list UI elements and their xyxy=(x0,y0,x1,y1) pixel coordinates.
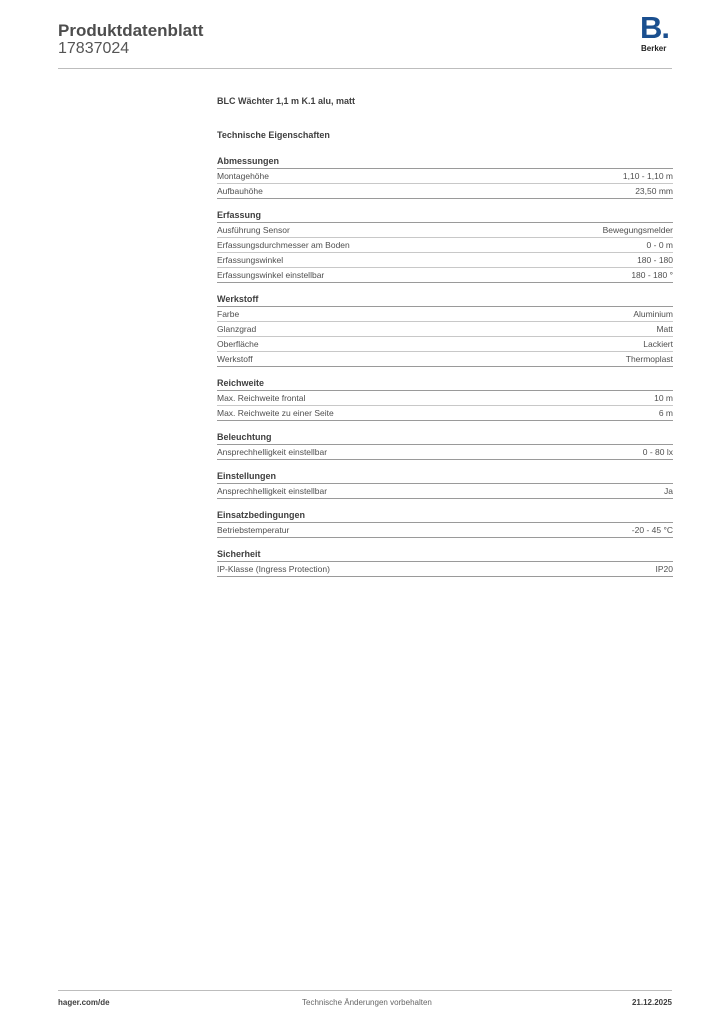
spec-row xyxy=(217,253,673,268)
section-title: Einsatzbedingungen xyxy=(217,508,673,523)
spec-label: Erfassungswinkel einstellbar xyxy=(217,270,325,280)
header-divider xyxy=(58,68,672,69)
section-title: Werkstoff xyxy=(217,292,673,307)
specs-table xyxy=(217,154,673,586)
spec-row xyxy=(217,484,673,499)
spec-value: 180 - 180 xyxy=(637,255,673,265)
footer-divider xyxy=(58,990,672,991)
spec-value: Ja xyxy=(664,486,673,496)
spec-value: 1,10 - 1,10 m xyxy=(622,171,673,181)
spec-value: -20 - 45 °C xyxy=(631,525,673,535)
spec-label: Glanzgrad xyxy=(217,324,257,334)
spec-row xyxy=(217,562,673,577)
spec-value: Matt xyxy=(656,324,673,334)
spec-label: Werkstoff xyxy=(217,354,253,364)
spec-section xyxy=(217,208,673,283)
logo-word: Berker xyxy=(641,44,667,53)
spec-section xyxy=(217,430,673,460)
spec-label: Erfassungsdurchmesser am Boden xyxy=(217,240,350,250)
spec-label: Ausführung Sensor xyxy=(217,225,290,235)
spec-label: Ansprechhelligkeit einstellbar xyxy=(217,486,328,496)
spec-row xyxy=(217,406,673,421)
spec-value: 0 - 0 m xyxy=(646,240,673,250)
spec-label: Ansprechhelligkeit einstellbar xyxy=(217,447,328,457)
berker-logo xyxy=(640,10,676,54)
spec-value: 0 - 80 lx xyxy=(642,447,673,457)
spec-value: Aluminium xyxy=(633,309,673,319)
section-title: Abmessungen xyxy=(217,154,673,169)
spec-row xyxy=(217,391,673,406)
spec-section xyxy=(217,154,673,199)
spec-section xyxy=(217,508,673,538)
spec-value: Thermoplast xyxy=(625,354,673,364)
spec-row xyxy=(217,523,673,538)
logo-letter: B. xyxy=(640,10,669,45)
section-title: Beleuchtung xyxy=(217,430,673,445)
section-title: Reichweite xyxy=(217,376,673,391)
spec-row xyxy=(217,268,673,283)
spec-label: Max. Reichweite frontal xyxy=(217,393,306,403)
spec-row xyxy=(217,445,673,460)
spec-row xyxy=(217,223,673,238)
spec-label: Betriebstemperatur xyxy=(217,525,290,535)
spec-value: 6 m xyxy=(658,408,673,418)
spec-value: IP20 xyxy=(655,564,673,574)
spec-row xyxy=(217,184,673,199)
article-number: 17837024 xyxy=(58,40,130,57)
spec-label: Montagehöhe xyxy=(217,171,269,181)
spec-value: 180 - 180 ° xyxy=(631,270,673,280)
page-title: Produktdatenblatt xyxy=(58,21,204,40)
footer-note: Technische Änderungen vorbehalten xyxy=(302,998,432,1007)
spec-label: IP-Klasse (Ingress Protection) xyxy=(217,564,330,574)
spec-row xyxy=(217,238,673,253)
spec-row xyxy=(217,307,673,322)
spec-row xyxy=(217,337,673,352)
spec-value: 10 m xyxy=(654,393,673,403)
footer-date: 21.12.2025 xyxy=(631,998,672,1007)
product-name: BLC Wächter 1,1 m K.1 alu, matt xyxy=(217,96,356,106)
spec-section xyxy=(217,469,673,499)
spec-value: Bewegungsmelder xyxy=(602,225,673,235)
tech-properties-heading: Technische Eigenschaften xyxy=(217,130,330,140)
spec-value: Lackiert xyxy=(643,339,673,349)
section-title: Sicherheit xyxy=(217,547,673,562)
spec-row xyxy=(217,169,673,184)
spec-row xyxy=(217,352,673,367)
spec-label: Farbe xyxy=(217,309,240,319)
spec-label: Max. Reichweite zu einer Seite xyxy=(217,408,334,418)
spec-row xyxy=(217,322,673,337)
section-title: Einstellungen xyxy=(217,469,673,484)
footer-website: hager.com/de xyxy=(58,998,110,1007)
section-title: Erfassung xyxy=(217,208,673,223)
spec-value: 23,50 mm xyxy=(635,186,673,196)
spec-section xyxy=(217,292,673,367)
spec-label: Aufbauhöhe xyxy=(217,186,263,196)
spec-section xyxy=(217,376,673,421)
spec-section xyxy=(217,547,673,577)
spec-label: Erfassungswinkel xyxy=(217,255,284,265)
spec-label: Oberfläche xyxy=(217,339,259,349)
